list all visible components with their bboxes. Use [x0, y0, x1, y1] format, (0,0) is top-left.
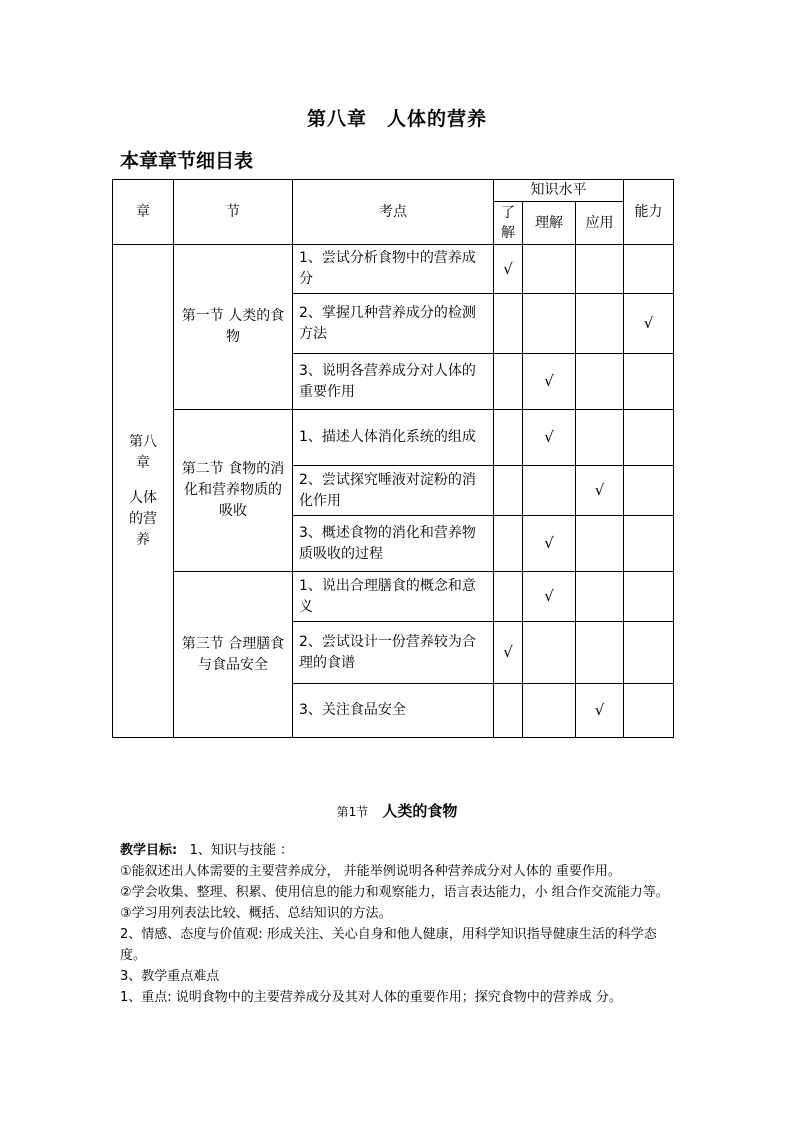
level-apply-cell	[576, 410, 624, 466]
check-mark: √	[594, 481, 605, 499]
level-understand-basic-cell	[494, 622, 523, 684]
topic-cell: 2、掌握几种营养成分的检测方法	[293, 294, 494, 354]
level-understand-basic-cell	[494, 410, 523, 466]
table-title: 本章章节细目表	[120, 150, 254, 172]
level-ability-cell	[624, 410, 674, 466]
level-understand-basic-cell	[494, 245, 523, 294]
header-chapter: 章	[113, 180, 174, 245]
level-ability-cell	[624, 622, 674, 684]
level-comprehend-cell	[523, 622, 576, 684]
chapter-outline-table	[112, 179, 674, 738]
header-section: 节	[174, 180, 293, 245]
section-name-cell: 第二节 食物的消化和营养物质的吸收	[174, 410, 293, 572]
objective-item-5: 3、教学重点难点	[120, 969, 220, 984]
chapter-name-line2: 人体的营养	[129, 489, 157, 548]
objective-item-6: 1、重点: 说明食物中的主要营养成分及其对人体的重要作用；探究食物中的营养成 分。	[120, 990, 622, 1005]
topic-cell: 1、说出合理膳食的概念和意义	[293, 572, 494, 622]
level-apply-cell	[576, 294, 624, 354]
table-row	[113, 410, 674, 466]
section-name-cell: 第一节 人类的食物	[174, 245, 293, 410]
check-mark: √	[544, 428, 554, 446]
level-ability-cell	[624, 466, 674, 516]
table-body	[113, 245, 674, 738]
check-mark: √	[544, 587, 554, 605]
level-ability-cell	[624, 516, 674, 572]
lesson-body	[120, 840, 680, 1008]
level-comprehend-cell	[523, 572, 576, 622]
objectives-label: 教学目标:	[120, 843, 178, 858]
table-row	[113, 572, 674, 622]
level-comprehend-cell	[523, 466, 576, 516]
topic-cell: 2、尝试设计一份营养较为合理的食谱	[293, 622, 494, 684]
objective-item-2: ②学会收集、整理、积累、使用信息的能力和观察能力，语言表达能力，小 组合作交流能力等。	[120, 885, 669, 900]
level-apply-cell	[576, 354, 624, 410]
header-knowledge-level: 知识水平	[494, 180, 624, 202]
check-mark: √	[643, 314, 654, 332]
level-comprehend-cell	[523, 684, 576, 738]
level-apply-cell	[576, 684, 624, 738]
level-comprehend-cell	[523, 354, 576, 410]
check-mark: √	[594, 701, 605, 719]
level-understand-basic-cell	[494, 466, 523, 516]
header-comprehend: 理解	[523, 202, 576, 245]
topic-cell: 2、尝试探究唾液对淀粉的消化作用	[293, 466, 494, 516]
objective-item-1: ①能叙述出人体需要的主要营养成分， 并能举例说明各种营养成分对人体的 重要作用。	[120, 864, 621, 879]
chapter-title: 第八章 人体的营养	[306, 108, 487, 130]
level-comprehend-cell	[523, 516, 576, 572]
level-comprehend-cell	[523, 294, 576, 354]
header-topic: 考点	[293, 180, 494, 245]
level-ability-cell	[624, 684, 674, 738]
level-ability-cell	[624, 245, 674, 294]
topic-cell: 3、关注食品安全	[293, 684, 494, 738]
check-mark: √	[503, 259, 513, 278]
topic-cell: 3、说明各营养成分对人体的重要作用	[293, 354, 494, 410]
level-apply-cell	[576, 572, 624, 622]
level-apply-cell	[576, 516, 624, 572]
check-mark: √	[544, 372, 554, 390]
level-ability-cell	[624, 354, 674, 410]
header-apply: 应用	[576, 202, 624, 245]
objective-item-3: ③学习用列表法比较、概括、总结知识的方法。	[120, 906, 392, 921]
level-comprehend-cell	[523, 245, 576, 294]
topic-cell: 1、描述人体消化系统的组成	[293, 410, 494, 466]
chapter-name-line1: 第八章	[129, 433, 157, 471]
topic-cell: 3、概述食物的消化和营养物质吸收的过程	[293, 516, 494, 572]
level-understand-basic-cell	[494, 294, 523, 354]
objectives-line	[120, 840, 680, 861]
level-ability-cell	[624, 294, 674, 354]
topic-cell: 1、尝试分析食物中的营养成分	[293, 245, 494, 294]
level-understand-basic-cell	[494, 572, 523, 622]
section-heading	[0, 800, 794, 821]
check-mark: √	[503, 643, 513, 661]
header-understand-basic: 了解	[494, 202, 523, 245]
level-understand-basic-cell	[494, 516, 523, 572]
check-mark: √	[544, 534, 554, 552]
objective-item-4: 2、情感、态度与价值观: 形成关注、关心自身和他人健康，用科学知识指导健康生活的科学态度。	[120, 927, 657, 963]
objectives-intro: 1、知识与技能 ：	[189, 843, 294, 858]
section-name: 人类的食物	[382, 802, 458, 820]
section-number: 第1节	[336, 805, 369, 819]
level-understand-basic-cell	[494, 354, 523, 410]
table-row	[113, 245, 674, 294]
level-apply-cell	[576, 245, 624, 294]
level-apply-cell	[576, 466, 624, 516]
level-apply-cell	[576, 622, 624, 684]
section-name-cell: 第三节 合理膳食与食品安全	[174, 572, 293, 738]
header-ability: 能力	[624, 180, 674, 245]
chapter-name-cell	[113, 245, 174, 738]
level-ability-cell	[624, 572, 674, 622]
level-comprehend-cell	[523, 410, 576, 466]
level-understand-basic-cell	[494, 684, 523, 738]
